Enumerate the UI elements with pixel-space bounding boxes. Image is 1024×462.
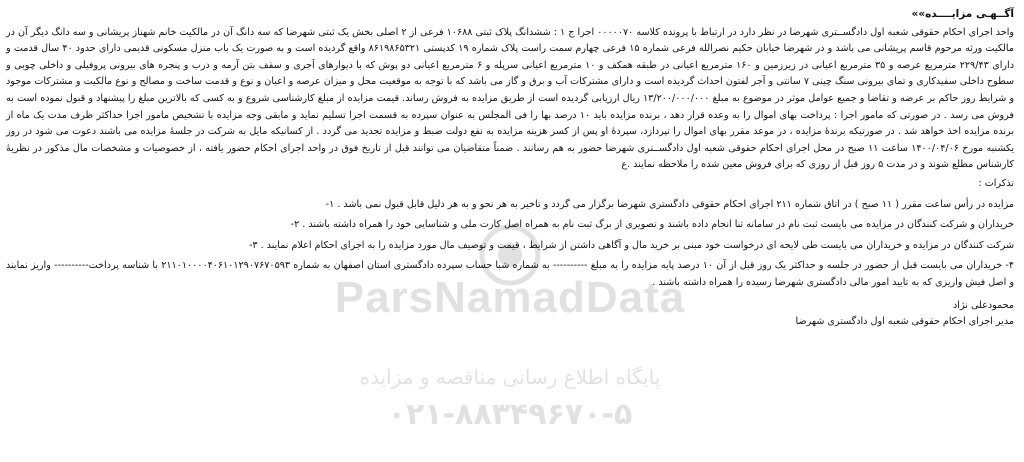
watermark-phone: ۰۲۱-۸۸۳۴۹۶۷۰-۵ [387,397,633,432]
note-item-4: ۴- خریداران می بایست قبل از حضور در جلسه و حداکثر یک روز قبل از آن ۱۰ درصد پایه مزایده را به مبلغ ---------- به شماره شبا حساب سپرده دادگستری استان اصفهان به شماره ۲۱۱۰۱۰۰۰۰۴۰۶۱۰۱۲۹۰۷۶۷۰۵۹۳ با شناسه پرداخت---------- واریز نمایند و اصل فیش واریزی که به تایید امور مالی دادگستری شهرضا رسیده را همراه داشته باشند . [6,260,1014,288]
signatory-title: مدیر اجرای احکام حقوقی شعبه اول دادگستری شهرضا [795,316,1014,328]
note-item-1: مزایده در رأس ساعت مقرر ( ۱۱ صبح ) در اتاق شماره ۲۱۱ اجرای احکام حقوقی دادگستری شهرضا برگزار می گردد و تاخیر به هر نحو و به هر دلیل قابل قبول نمی باشد . ۱- [325,198,1014,210]
signatory-name: محمودعلی نژاد [953,299,1014,311]
notice-body [6,6,1014,331]
note-item-3: شرکت کنندگان در مزایده و خریداران می بایست طی لایحه ای درخواست خود مبنی بر خرید مال و آگاهی داشتن از شرایط ، قیمت و توصیف مال مورد مزایده را به اجرای احکام اعلام نمایند . ۳- [248,239,1014,251]
notice-title: آگــهـی مزایــــده»» [911,8,1014,20]
watermark-caption: پایگاه اطلاع رسانی مناقصه و مزایده [359,365,661,389]
note-item-2: خریداران و شرکت کنندگان در مزایده می بایست ثبت نام در سامانه ثنا انجام داده باشند و تصویری از برگ ثبت نام به همراه اصل کارت ملی و شناسایی خود را همراه داشته باشند . ۲- [290,219,1014,231]
notice-main-paragraph: واحد اجرای احکام حقوقی شعبه اول دادگســتری شهرضا در نظر دارد در ارتباط با پرونده کلاسه ۰۰۰۰۰۷۰ اجرا ج ۱ : ششدانگ پلاک ثبتی ۱۰۶۸۸ فرعی از ۲ اصلی بخش یک ثبتی شهرضا که سه دانگ آن در مالکیت خانم شهناز پریشانی و سه دانگ دیگر آن در مالکیت ورثه مرحوم قاسم پریشانی می باشد و در شهرضا خیابان حکیم نصرالله فرعی شماره ۱۵ فرعی چهارم سمت راست پلاک شماره ۱۹ کدپستی ۸۶۱۹۸۶۵۳۲۱ واقع گردیده است و به صورت یک باب منزل مسکونی قدیمی دارای حدود ۴۰ سال قدمت و دارای ۲۲۹/۴۳ مترمربع عرصه و ۳۵ مترمربع اعیانی در زیرزمین و ۱۶۰ مترمربع اعیانی در طبقه همکف و ۱۰ مترمربع اعیانی سرپله و ۶ مترمربع اعیانی دو پوش که با دیوارهای آجری و سقف بتن آرمه و درب و پنجره های بیرونی پروفیلی و داخلی چوبی و سطوح داخلی سفیدکاری و تمای بیرونی سنگ چینی ۷ سانتی و آجر لفتون احداث گردیده است و دارای مشترکات آب و برق و گاز می باشد که با توجه به موقعیت محل و میزان عرصه و اعیان و نوع و قدمت ساخت و مصالح و نوع مالکیت و مشترکات موجود و شرایط روز حاکم بر عرضه و تقاضا و جمیع عوامل موثر در موضوع به مبلغ ۱۳/۲۰۰/۰۰۰/۰۰۰ ریال ارزیابی گردیده است از طریق مزایده به فروش رساند. قیمت مزایده از مبلغ کارشناسی شروع و به کسی که بالاترین مبلغ را پیشنهاد و قبول نموده است به فروش می رسد . در صورتی که مامور اجرا : پرداخت بهای اموال را به وعده قرار دهد ، برنده مزایده باید ۱۰ درصد بها را فی المجلس به عنوان سپرده به قسمت اجرا تسلیم نماید و مابقی وجه مزایده با تشخیص مامور اجرا حداکثر ظرف مدت یک ماه از برنده مزایده اخذ خواهد شد . در صورتیکه برندهٔ مزایده ، در موعد مقرر بهای اموال را تپردازد، سپردهٔ او پس از کسر هزینه مزایده به نفع دولت ضبط و مزایده تجدید می گردد . از کسانیکه مایل به شرکت در جلسهٔ مزایده می باشند دعوت می شود در روز یکشنبه مورخ ۱۴۰۰/۰۴/۰۶ ساعت ۱۱ صبح در محل اجرای احکام حقوقی شعبه اول دادگســتری شهرضا حضور به هم رسانند . ضمناً متقاضیان می توانند قبل از تاریخ فوق در واحد اجرای احکام حضور یافته ، از خصوصیات و مشخصات مال مذکور در نظریهٔ کارشناس مطلع شوند و در مدت ۵ روز قبل از روزی که برای فروش معین شده را ملاحظه نمایند .ع [6,26,1015,171]
watermark-brand: ParsNamadData [334,273,686,322]
notes-label: تذکرات : [978,177,1014,189]
